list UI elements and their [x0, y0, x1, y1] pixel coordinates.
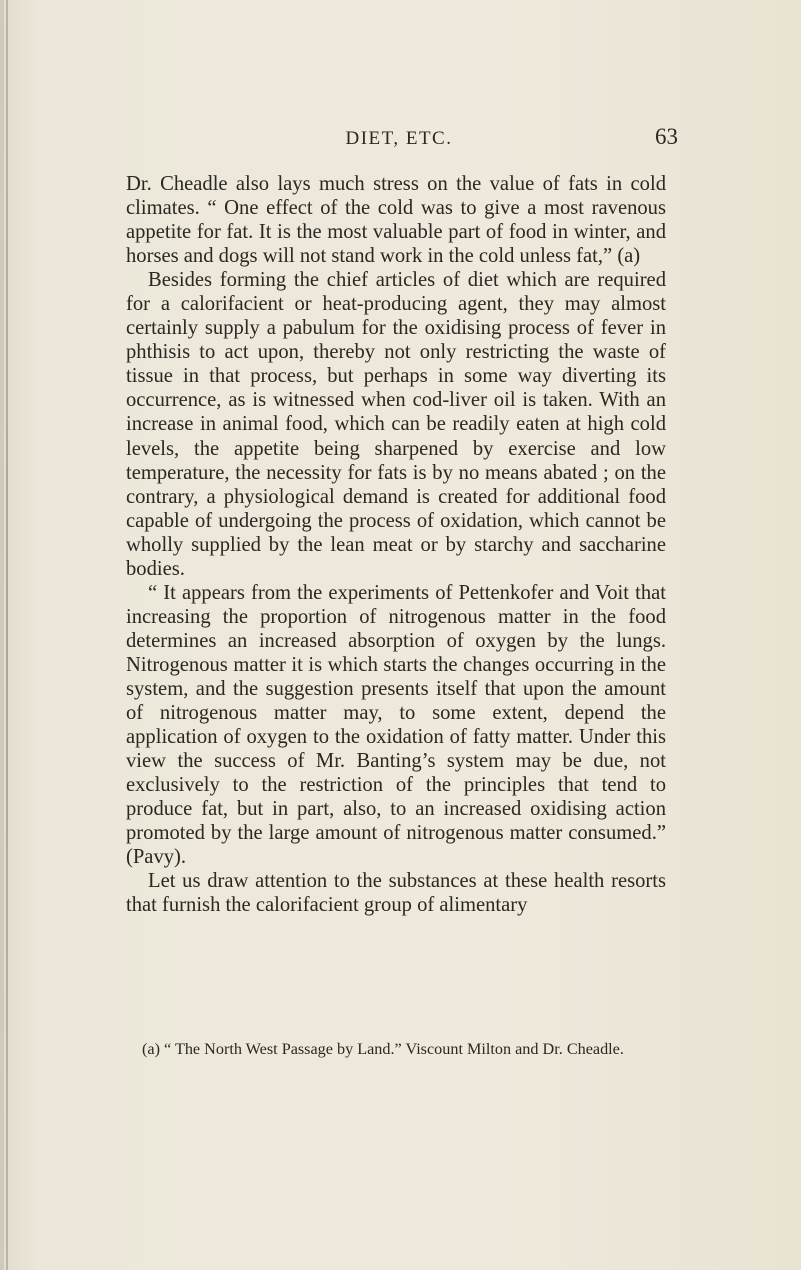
page-number: 63	[655, 124, 678, 149]
page-gutter-edge	[6, 0, 8, 1270]
paragraph-1: Dr. Cheadle also lays much stress on the value of fats in cold climates. “ One effect of the cold was to give a most ravenous appetite for fat. It is the most valuable part of food in winter, and horses and dogs will not stand work in the cold unless fat,” (a)	[126, 173, 666, 268]
page-gutter-shadow	[0, 0, 4, 1270]
paragraph-2: Besides forming the chief articles of diet which are required for a calorifacient or heat-producing agent, they may almost certainly supply a pabulum for the oxidising process of fever in phthisis to act upon, thereby not only restricting the waste of tissue in that process, but perhaps in some way diverting its occurrence, as is witnessed when cod-liver oil is taken. With an increase in animal food, which can be readily eaten at high cold levels, the appetite being sharpened by exercise and low temperature, the necessity for fats is by no means abated ; on the contrary, a physiological demand is created for additional food capable of undergoing the process of oxidation, which cannot be wholly supplied by the lean meat or by starchy and saccharine bodies.	[126, 269, 666, 580]
running-head-title: DIET, ETC.	[345, 128, 453, 149]
paragraph-4: Let us draw attention to the substances at these health resorts that furnish the calorifacient group of alimentary	[126, 870, 666, 917]
footnote	[126, 1038, 666, 1060]
paragraph-3: “ It appears from the experiments of Pettenkofer and Voit that increasing the proportion of nitrogenous matter in the food determines an increased absorption of oxygen by the lungs. Nitrogenous matter it is which starts the changes occurring in the system, and the suggestion presents itself that upon the amount of nitrogenous matter may, to some extent, depend the application of oxygen to the oxidation of fatty matter. Under this view the success of Mr. Banting’s system may be due, not exclusively to the restriction of the principles that tend to produce fat, but in part, also, to an increased oxidising action promoted by the large amount of nitrogenous matter consumed.” (Pavy).	[126, 581, 666, 869]
body-text	[126, 172, 666, 917]
footnote-text: (a) “ The North West Passage by Land.” Viscount Milton and Dr. Cheadle.	[142, 1040, 624, 1058]
running-head	[124, 124, 678, 152]
